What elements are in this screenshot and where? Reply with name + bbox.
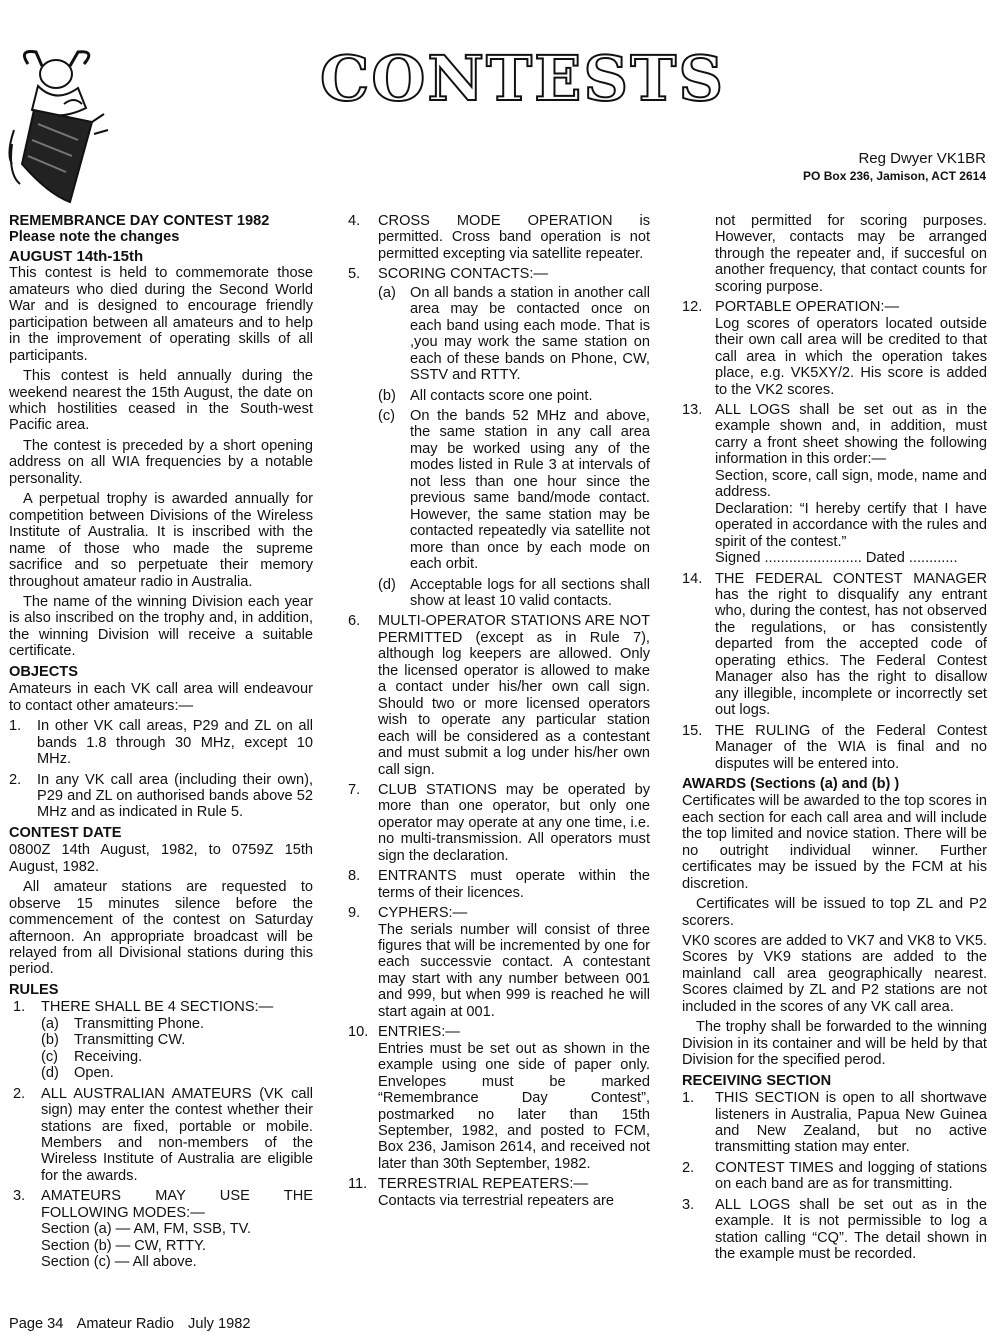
item-text: CONTEST TIMES and logging of stations on each band are as for transmitting. xyxy=(715,1159,987,1193)
item-label: (c) xyxy=(378,407,396,424)
section-text: Open. xyxy=(74,1065,114,1082)
section-line xyxy=(41,1032,313,1048)
awards-paragraph: VK0 scores are added to VK7 and VK8 to VK5. Scores by VK9 stations are added to the mainland call area geographically nearest. Scores claimed by ZL and P2 stations are not included in the scores of any VK call area. xyxy=(682,933,987,1015)
rule-number: 6. xyxy=(348,613,361,630)
rule-text: ENTRANTS must operate within the terms of their licences. xyxy=(378,868,650,901)
rule-number: 5. xyxy=(348,266,361,283)
rule-item xyxy=(682,299,987,398)
contest-subheading: Please note the changes xyxy=(9,229,180,246)
section-text: Transmitting CW. xyxy=(74,1032,186,1049)
rule-item xyxy=(348,613,650,778)
rule-text: THE RULING of the Federal Contest Manager of the WIA is final and no disputes will be entered into. xyxy=(715,722,987,772)
rule1-sections xyxy=(9,1016,313,1082)
rule-item xyxy=(9,999,313,1015)
mode-line: Section (b) — CW, RTTY. xyxy=(41,1237,206,1254)
rule-item xyxy=(682,571,987,719)
rule-number: 11. xyxy=(348,1176,368,1193)
rule-item xyxy=(348,213,650,262)
section-line xyxy=(41,1065,313,1081)
column-3 xyxy=(682,213,987,1267)
rule-text: THERE SHALL BE 4 SECTIONS:— xyxy=(41,999,274,1016)
contest-date-heading: CONTEST DATE xyxy=(9,824,122,841)
rule-number: 7. xyxy=(348,781,361,798)
item-text: In other VK call areas, P29 and ZL on all bands 1.8 through 30 MHz, except 10 MHz. xyxy=(37,718,313,768)
section-label: (b) xyxy=(41,1032,59,1049)
receiving-heading: RECEIVING SECTION xyxy=(682,1072,832,1089)
page-footer xyxy=(9,1316,261,1332)
rule-number: 13. xyxy=(682,401,703,418)
rule-title: ENTRIES:— xyxy=(378,1024,460,1041)
objects-heading: OBJECTS xyxy=(9,663,78,680)
author-name: Reg Dwyer VK1BR xyxy=(858,150,986,167)
mode-line: Section (a) — AM, FM, SSB, TV. xyxy=(41,1221,252,1238)
item-text: On all bands a station in another call area may be contacted once on each band using each mode. That is ,you may work the same station on each of these bands on Phone, CW, SSTV and RTTY. xyxy=(410,284,650,384)
contest-heading: REMEMBRANCE DAY CONTEST 1982 xyxy=(9,213,270,229)
masthead xyxy=(0,0,1000,200)
rule-info: Section, score, call sign, mode, name and address. xyxy=(715,467,987,501)
rule-number: 1. xyxy=(13,999,26,1016)
rule-text xyxy=(378,905,650,1020)
item-label: (a) xyxy=(378,284,396,301)
rule11-continued: not permitted for scoring purposes. However, contacts may be arranged through the repeater and, if succesful on another frequency, that contact counts for scoring purpose. xyxy=(715,213,987,295)
rule3-lines xyxy=(9,1221,313,1270)
receiving-item xyxy=(682,1090,987,1156)
rule-text: SCORING CONTACTS:— xyxy=(378,266,548,283)
issue-date: July 1982 xyxy=(188,1316,251,1332)
rule-text: THE FEDERAL CONTEST MANAGER has the right to disqualify any entrant who, during the contest, has not observed the regulations, or has consistently departed from the accepted code of operating ethics. The Federal Contest Manager also has the right to disallow any illegible, incomplete or incorrectly set out logs. xyxy=(715,570,987,719)
section-line xyxy=(41,1049,313,1065)
section-label: (a) xyxy=(41,1015,59,1032)
scoring-item xyxy=(378,285,650,384)
receiving-item xyxy=(682,1160,987,1193)
rule5-items xyxy=(348,285,650,610)
rule-text xyxy=(378,1176,650,1209)
section-text: Transmitting Phone. xyxy=(74,1015,205,1032)
section-label: (d) xyxy=(41,1065,59,1082)
rule-body: The serials number will consist of three figures that will be incremented by one for each successvie contact. A contestant may start with any number between 001 and 999, but when 999 is reached he will start again at 001. xyxy=(378,921,650,1020)
rule-item xyxy=(348,868,650,901)
item-label: (d) xyxy=(378,576,396,593)
date-heading: AUGUST 14th-15th xyxy=(9,247,144,265)
author-block xyxy=(803,150,986,184)
rule-item xyxy=(682,402,987,567)
rule-title: PORTABLE OPERATION:— xyxy=(715,299,900,316)
receiving-item xyxy=(682,1197,987,1263)
rule-text xyxy=(715,299,987,398)
rule-number: 12. xyxy=(682,299,703,316)
scoring-item xyxy=(378,408,650,573)
rule-text: MULTI-OPERATOR STATIONS ARE NOT PERMITTED (except as in Rule 7), although log keepers are allowed. Only the licensed operator is allowed to make a contact under his/her own call sign. Should two or more licensed operators wish to operate any particular station each will be considered as a contestant and must submit a log under his/her own call sign. xyxy=(378,613,650,778)
rule-declaration: Declaration: “I hereby certify that I have operated in accordance with the rules and spirit of the contest.” xyxy=(715,500,987,550)
rule-text: CROSS MODE OPERATION is permitted. Cross band operation is not permitted excepting via satellite repeater. xyxy=(378,213,650,262)
intro-paragraph: The name of the winning Division each year is also inscribed on the trophy and, in addition, the winning Division will receive a suitable certificate. xyxy=(9,593,313,660)
contest-date-text: 0800Z 14th August, 1982, to 0759Z 15th August, 1982. xyxy=(9,842,313,875)
rule-item xyxy=(348,1176,650,1209)
column-2 xyxy=(348,213,650,1213)
author-address: PO Box 236, Jamison, ACT 2614 xyxy=(803,169,986,183)
rule-title: TERRESTRIAL REPEATERS:— xyxy=(378,1176,589,1193)
rule-item xyxy=(682,723,987,772)
item-number: 3. xyxy=(682,1196,695,1213)
awards-heading: AWARDS (Sections (a) and (b) ) xyxy=(682,775,900,792)
rule-body: Entries must be set out as shown in the example using one side of paper only. Envelopes must be marked “Remembrance Day Contest”, postmarked no later than 15th September, 1982, and posted to FCM, Box 236, Jamison 2614, and received not later than 30th September, 1982. xyxy=(378,1040,650,1172)
rule-item xyxy=(348,905,650,1020)
objects-item xyxy=(9,718,313,767)
rule-item xyxy=(348,782,650,864)
rule-number: 3. xyxy=(13,1188,26,1205)
rule-text: AMATEURS MAY USE THE FOLLOWING MODES:— xyxy=(41,1188,313,1221)
item-text: On the bands 52 MHz and above, the same station in any call area may be worked using any of the modes listed in Rule 3 at intervals of not less than one hour since the previous same band/mode contact. However, the same station may be contacted repeatedly via satellite not more than once by each mode on each orbit. xyxy=(410,407,650,573)
rules-list xyxy=(9,999,313,1270)
rule-signature-line: Signed ........................ Dated ............ xyxy=(715,550,958,567)
rule-number: 2. xyxy=(13,1085,26,1102)
item-text: ALL LOGS shall be set out as in the example. It is not permissible to log a station calling “CQ”. The detail shown in the example must be recorded. xyxy=(715,1196,987,1263)
item-text: Acceptable logs for all sections shall show at least 10 valid contacts. xyxy=(410,576,650,609)
rule-body: ALL LOGS shall be set out as in the example shown and, in addition, must carry a front sheet showing the following information in this order:— xyxy=(715,401,987,468)
rule-item xyxy=(9,1188,313,1221)
rule-number: 10. xyxy=(348,1024,369,1041)
publication-name: Amateur Radio xyxy=(76,1316,174,1332)
section-text: Receiving. xyxy=(74,1048,143,1065)
contest-date-paragraph: All amateur stations are requested to observe 15 minutes silence before the commencement of the contest on Saturday afternoon. An appropriate broadcast will be relayed from all Divisional stations during this period. xyxy=(9,879,313,978)
column-1 xyxy=(9,213,313,1271)
scoring-item xyxy=(378,577,650,610)
awards-paragraph: Certificates will be issued to top ZL and P2 scorers. xyxy=(682,896,987,929)
intro-paragraph: A perpetual trophy is awarded annually for competition between Divisions of the Wireless Institute of Australia. It is inscribed with the name of those who made the supreme sacrifice and so perpetuate their memory throughout amateur radio in Australia. xyxy=(9,491,313,590)
section-label: (c) xyxy=(41,1048,59,1065)
item-number: 1. xyxy=(9,718,22,735)
section-line xyxy=(41,1016,313,1032)
rule-text: CLUB STATIONS may be operated by more than one operator, but only one operator may operate at any one time, i.e. no multi-transmission. All operators must sign the declaration. xyxy=(378,781,650,864)
rule-number: 14. xyxy=(682,570,703,587)
rule-title: CYPHERS:— xyxy=(378,905,468,922)
rules-heading: RULES xyxy=(9,981,59,998)
item-text: In any VK call area (including their own), P29 and ZL on authorised bands above 52 MHz and as indicated in Rule 5. xyxy=(37,771,313,821)
rule-text xyxy=(715,402,987,567)
item-number: 2. xyxy=(682,1159,695,1176)
rule-text: ALL AUSTRALIAN AMATEURS (VK call sign) may enter the contest whether their stations are fixed, portable or mobile. Members and non-members of the Wireless Institute of Australia are eligible for the awards. xyxy=(41,1085,313,1184)
awards-paragraph: Certificates will be awarded to the top scores in each section for each call area and will include the top limited and novice station. There will be no outright individual winner. Further certificates may be issued by the FCM at his discretion. xyxy=(682,793,987,892)
intro-paragraph: This contest is held annually during the weekend nearest the 15th August, the date on which hostilities ceased in the South-west Pacific area. xyxy=(9,368,313,434)
rule-number: 4. xyxy=(348,213,361,229)
rule-body: Log scores of operators located outside their own call area will be credited to that call area in which the operation takes place, e.g. VK5XY/2. His score is added to the VK2 scores. xyxy=(715,315,987,398)
item-text: All contacts score one point. xyxy=(410,387,593,404)
objects-text: Amateurs in each VK call area will endeavour to contact other amateurs:— xyxy=(9,681,313,714)
rule-item xyxy=(348,266,650,282)
rule-body: Contacts via terrestrial repeaters are xyxy=(378,1192,615,1209)
rule-item xyxy=(9,1086,313,1185)
item-text: THIS SECTION is open to all shortwave listeners in Australia, Papua New Guinea and New Zealand, but no active transmitting station may enter. xyxy=(715,1090,987,1156)
scoring-item xyxy=(378,388,650,404)
rule-number: 9. xyxy=(348,905,361,922)
rule-number: 15. xyxy=(682,722,703,739)
page-title: CONTESTS xyxy=(320,42,726,115)
item-number: 1. xyxy=(682,1090,695,1107)
item-label: (b) xyxy=(378,387,396,404)
intro-paragraph: This contest is held to commemorate those amateurs who died during the Second World War and is designed to encourage friendly participation between all amateurs and to help in the improvement of operating skills of all participants. xyxy=(9,265,313,364)
rule-item xyxy=(348,1024,650,1172)
awards-paragraph: The trophy shall be forwarded to the winning Division in its container and will be held by that Division for the specified perod. xyxy=(682,1019,987,1069)
cartoon-figure-illustration xyxy=(8,44,118,204)
item-number: 2. xyxy=(9,771,22,788)
rule-number: 8. xyxy=(348,868,361,885)
page-number: Page 34 xyxy=(9,1316,64,1332)
objects-item xyxy=(9,772,313,821)
intro-paragraph: The contest is preceded by a short opening address on all WIA frequencies by a notable personality. xyxy=(9,437,313,487)
rule-text xyxy=(378,1024,650,1172)
mode-line: Section (c) — All above. xyxy=(41,1254,197,1271)
